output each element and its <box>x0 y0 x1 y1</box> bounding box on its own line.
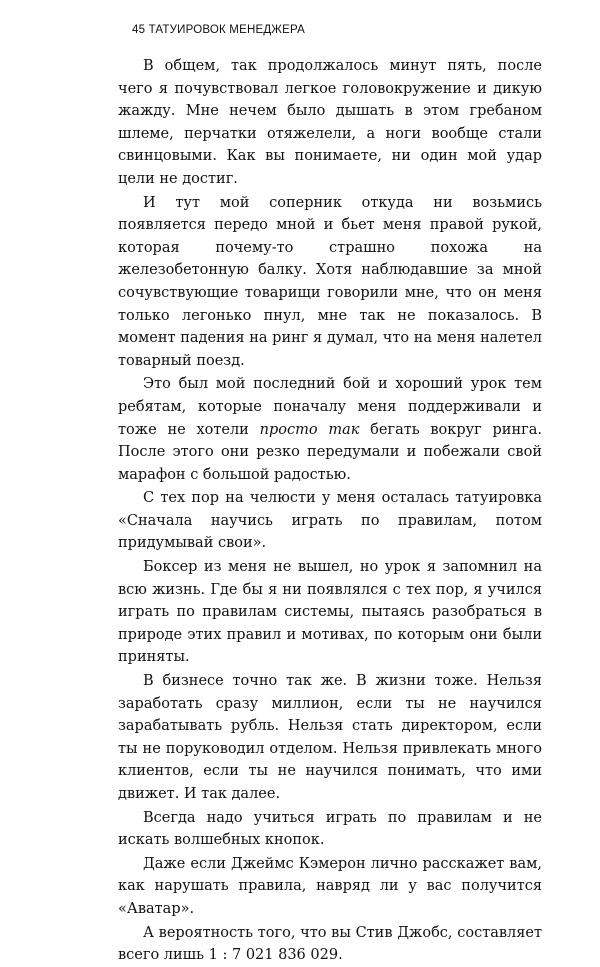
paragraph: Всегда надо учиться играть по правилам и не искать волшебных кнопок. <box>118 809 542 849</box>
italic-phrase: просто так <box>259 421 360 438</box>
paragraph: В бизнесе точно так же. В жизни тоже. Нельзя заработать сразу миллион, если ты не научился зарабатывать рубль. Нельзя стать директором, если ты не поруководил отделом. Нельзя привлекать много клиентов, если ты не научился понимать, что ими движет. И так далее. <box>118 673 542 802</box>
paragraph-text: бегать вокруг ринга. После этого они резко передумали и побежали свой марафон с большой радостью. <box>118 421 542 483</box>
paragraph <box>118 373 542 486</box>
paragraph-text: Это был мой последний бой и хороший урок тем ребятам, которые поначалу меня поддерживали и тоже не хотели <box>118 376 542 438</box>
paragraph: А вероятность того, что вы Стив Джобс, составляет всего лишь 1 : 7 021 836 029. <box>118 924 542 964</box>
paragraph: С тех пор на челюсти у меня осталась татуировка «Сначала научись играть по правилам, потом придумывай свои». <box>118 490 542 552</box>
paragraph: Даже если Джеймс Кэмерон лично расскажет вам, как нарушать правила, навряд ли у вас получится «Аватар». <box>118 855 542 917</box>
body-text <box>118 55 542 967</box>
paragraph: В общем, так продолжалось минут пять, после чего я почувствовал легкое головокружение и дикую жажду. Мне нечем было дышать в этом гребаном шлеме, перчатки отяжелели, а ноги вообще стали свинцовыми. Как вы понимаете, ни один мой удар цели не достиг. <box>118 58 542 187</box>
paragraph: И тут мой соперник откуда ни возьмись появляется передо мной и бьет меня правой рукой, которая почему-то страшно похожа на железобетонную балку. Хотя наблюдавшие за мной сочувствующие товарищи говорили мне, что он меня только легонько пнул, мне так не показалось. В момент падения на ринг я думал, что на меня налетел товарный поезд. <box>118 194 542 369</box>
paragraph: Боксер из меня не вышел, но урок я запомнил на всю жизнь. Где бы я ни появлялся с тех пор, я учился играть по правилам системы, пытаясь разобраться в природе этих правил и мотивах, по которым они были приняты. <box>118 559 542 666</box>
running-head: 45 ТАТУИРОВОК МЕНЕДЖЕРА <box>132 24 305 36</box>
